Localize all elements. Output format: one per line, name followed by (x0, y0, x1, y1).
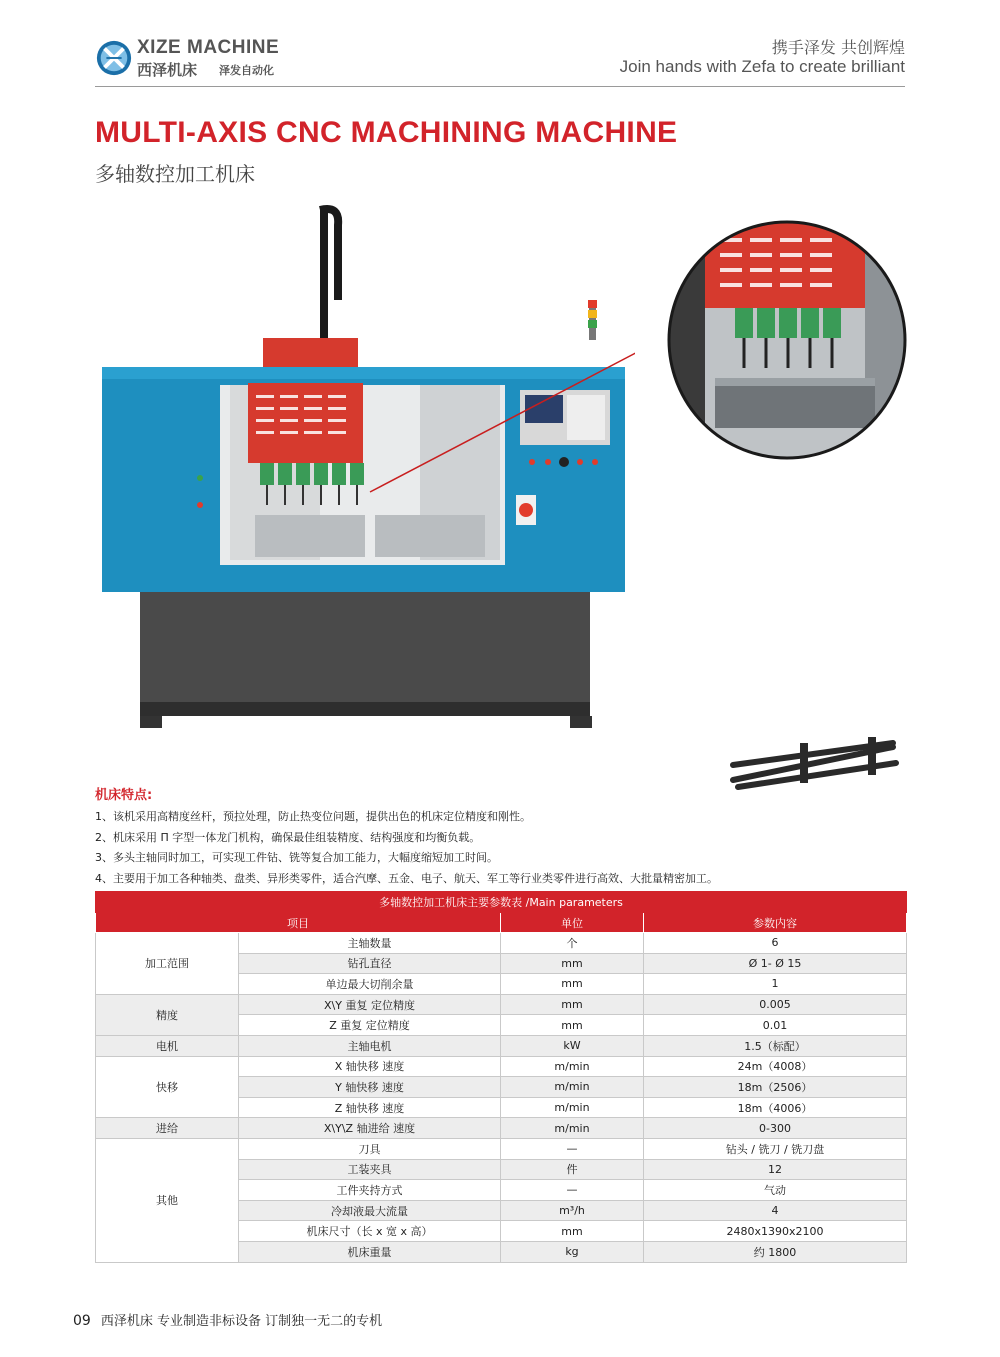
page-title-en: MULTI-AXIS CNC MACHINING MACHINE (95, 116, 678, 149)
param-unit: mm (501, 1015, 644, 1036)
param-item: X\Y\Z 轴进给 速度 (239, 1118, 501, 1139)
brand-name-en: XIZE MACHINE (137, 37, 280, 58)
param-unit: 件 (501, 1159, 644, 1180)
param-unit: — (501, 1138, 644, 1159)
param-unit: mm (501, 1221, 644, 1242)
param-unit: m/min (501, 1077, 644, 1098)
page-footer (73, 1310, 382, 1329)
param-unit: m/min (501, 1097, 644, 1118)
param-value: 24m（4008） (644, 1056, 907, 1077)
param-item: 机床尺寸（长 x 宽 x 高） (239, 1221, 501, 1242)
param-unit: mm (501, 994, 644, 1015)
xize-logo-icon (95, 39, 133, 77)
param-unit: m/min (501, 1118, 644, 1139)
slogan-cn: 携手泽发 共创辉煌 (771, 38, 905, 57)
page-header (95, 35, 905, 87)
param-value: 钻头 / 铣刀 / 铣刀盘 (644, 1138, 907, 1159)
parameters-table (95, 891, 906, 1263)
param-unit: kW (501, 1035, 644, 1056)
brand-subtitle: 泽发自动化 (219, 64, 274, 77)
feature-item: 2、机床采用 Π 字型一体龙门机构，确保最佳组装精度、结构强度和均衡负载。 (95, 830, 481, 844)
param-item: Z 轴快移 速度 (239, 1097, 501, 1118)
param-value: 1.5（标配） (644, 1035, 907, 1056)
param-value: 6 (644, 933, 907, 954)
footer-text: 西泽机床 专业制造非标设备 订制独一无二的专机 (100, 1314, 383, 1329)
param-value: 2480x1390x2100 (644, 1221, 907, 1242)
param-value: 0.01 (644, 1015, 907, 1036)
param-item: Z 重复 定位精度 (239, 1015, 501, 1036)
spindle-detail-image (665, 218, 910, 463)
param-item: 钻孔直径 (239, 953, 501, 974)
page-number: 09 (73, 1313, 91, 1329)
param-item: 刀具 (239, 1138, 501, 1159)
param-unit: mm (501, 974, 644, 995)
param-value: 12 (644, 1159, 907, 1180)
param-item: 主轴数量 (239, 933, 501, 954)
cnc-machine-image (100, 205, 635, 750)
page-title-cn: 多轴数控加工机床 (95, 162, 255, 186)
param-item: 单边最大切削余量 (239, 974, 501, 995)
param-unit: 个 (501, 933, 644, 954)
param-value: 0-300 (644, 1118, 907, 1139)
param-unit: mm (501, 953, 644, 974)
features-title: 机床特点: (95, 788, 153, 803)
param-value: 气动 (644, 1180, 907, 1201)
param-unit: m³/h (501, 1200, 644, 1221)
feature-item: 3、多头主轴同时加工，可实现工件钻、铣等复合加工能力，大幅度缩短加工时间。 (95, 851, 498, 864)
param-item: 机床重量 (239, 1241, 501, 1262)
group-label: 精度 (96, 994, 239, 1035)
param-value: Ø 1- Ø 15 (644, 953, 907, 974)
param-value: 18m（4006） (644, 1097, 907, 1118)
param-unit: kg (501, 1241, 644, 1262)
param-item: 工装夹具 (239, 1159, 501, 1180)
group-label: 电机 (96, 1035, 239, 1056)
param-value: 4 (644, 1200, 907, 1221)
header-unit: 单位 (501, 913, 644, 933)
brand-name-cn: 西泽机床 (137, 61, 198, 79)
feature-item: 4、主要用于加工各种轴类、盘类、异形类零件，适合汽摩、五金、电子、航天、军工等行业类零件进行高效、大批量精密加工。 (95, 871, 718, 885)
group-label: 其他 (96, 1138, 239, 1262)
param-unit: m/min (501, 1056, 644, 1077)
param-value: 0.005 (644, 994, 907, 1015)
param-item: 工件夹持方式 (239, 1180, 501, 1201)
header-value: 参数内容 (644, 913, 907, 933)
header-item: 项目 (96, 913, 501, 933)
param-item: 冷却液最大流量 (239, 1200, 501, 1221)
param-value: 18m（2506） (644, 1077, 907, 1098)
param-value: 约 1800 (644, 1241, 907, 1262)
group-label: 加工范围 (96, 933, 239, 995)
param-item: 主轴电机 (239, 1035, 501, 1056)
param-item: X 轴快移 速度 (239, 1056, 501, 1077)
group-label: 进给 (96, 1118, 239, 1139)
feature-item: 1、该机采用高精度丝杆，预拉处理，防止热变位问题，提供出色的机床定位精度和刚性。 (95, 810, 531, 823)
param-value: 1 (644, 974, 907, 995)
group-label: 快移 (96, 1056, 239, 1118)
param-item: X\Y 重复 定位精度 (239, 994, 501, 1015)
param-item: Y 轴快移 速度 (239, 1077, 501, 1098)
table-caption: 多轴数控加工机床主要参数表 /Main parameters (96, 892, 907, 913)
slogan-en: Join hands with Zefa to create brilliant (619, 57, 905, 76)
param-unit: — (501, 1180, 644, 1201)
features-section (95, 784, 905, 889)
